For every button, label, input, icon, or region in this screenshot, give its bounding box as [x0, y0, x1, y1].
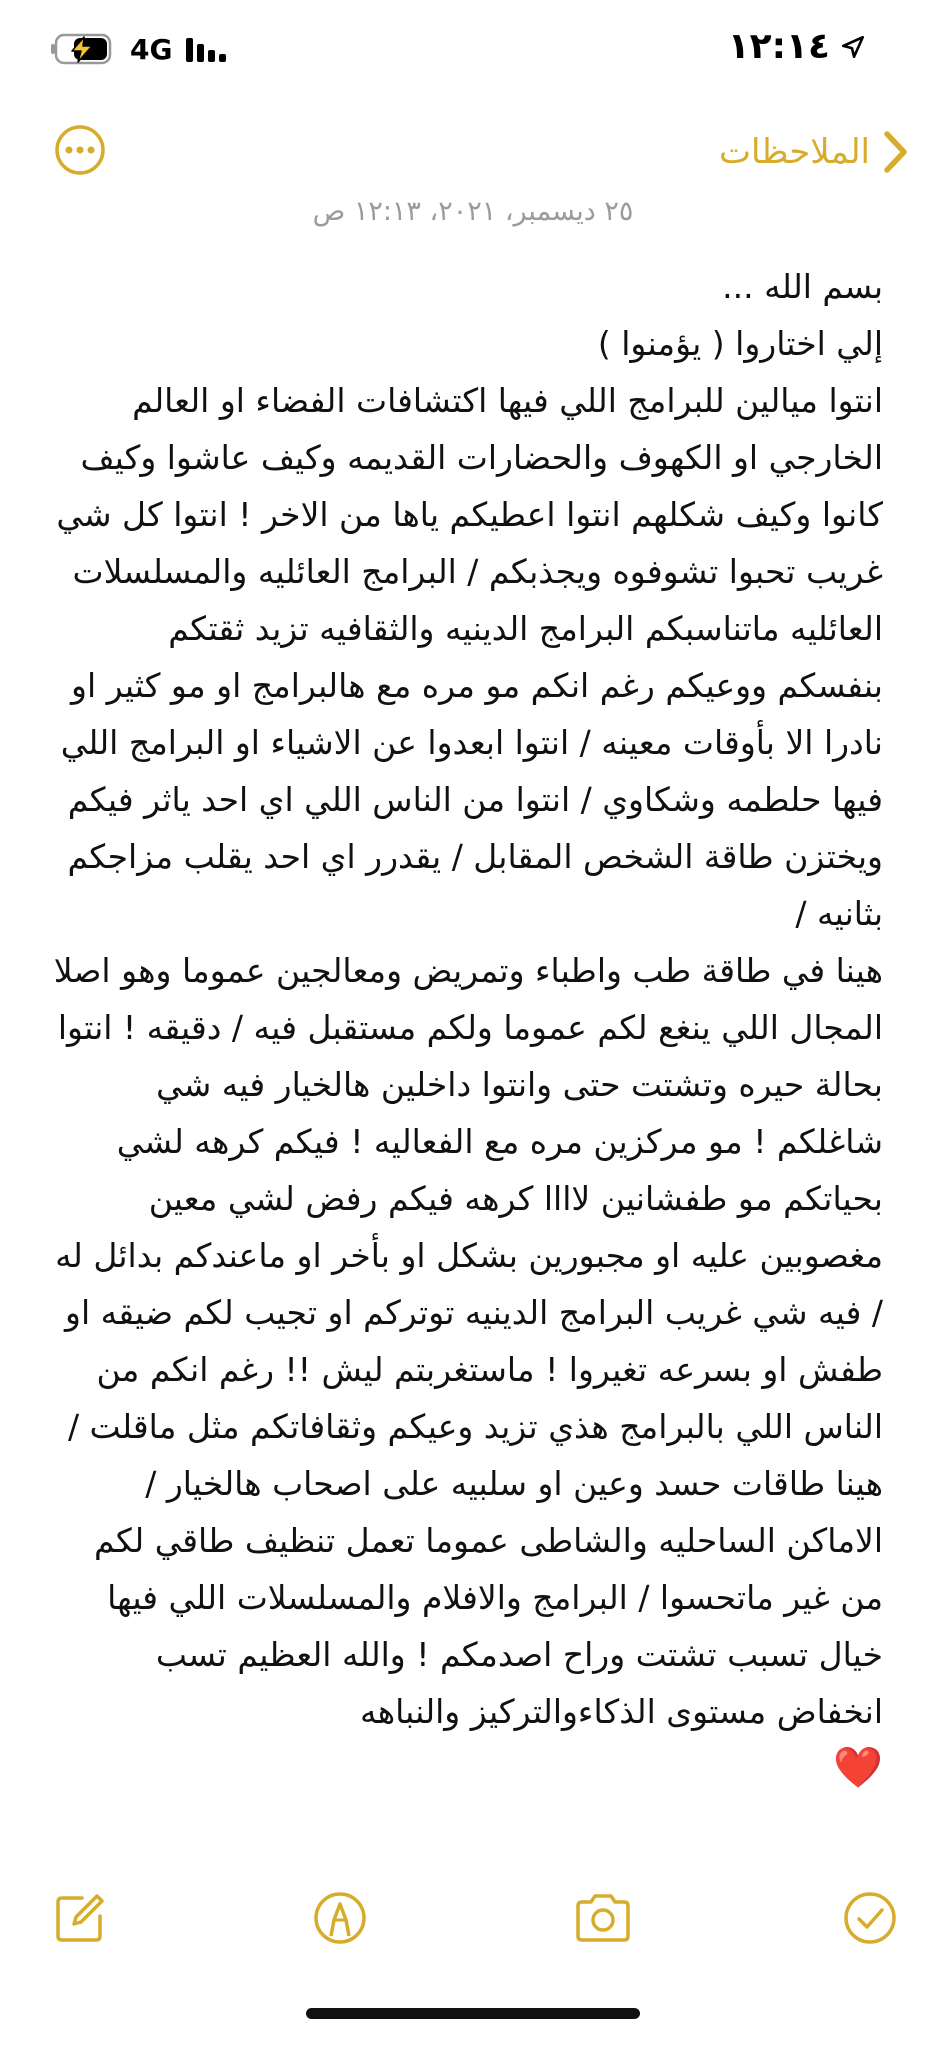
camera-icon	[572, 1890, 634, 1946]
note-line: إلي اختاروا ( يؤمنوا )	[597, 324, 883, 363]
note-date: ٢٥ ديسمبر، ٢٠٢١، ١٢:١٣ ص	[312, 196, 634, 227]
note-line: بسم الله ...	[722, 267, 883, 306]
chevron-right-icon	[882, 129, 910, 175]
note-emoji-line	[53, 1740, 883, 1798]
status-bar	[0, 0, 946, 100]
navigation-bar	[0, 118, 946, 188]
compose-icon	[52, 1890, 108, 1946]
location-arrow-icon	[840, 34, 866, 60]
markup-button[interactable]	[312, 1890, 372, 1950]
ellipsis-circle-icon	[54, 124, 106, 176]
battery-charging-icon	[50, 32, 116, 66]
bottom-toolbar	[0, 1880, 946, 1960]
network-type: 4G	[130, 32, 173, 66]
status-time	[728, 26, 866, 67]
pen-tip-icon	[312, 1890, 368, 1946]
back-label: الملاحظات	[718, 132, 870, 172]
note-paragraph: انتوا ميالين للبرامج اللي فيها اكتشافات الفضاء او العالم الخارجي او الكهوف والحضارات القديمه وكيف عاشوا وكيف كانوا وكيف شكلهم انتوا اعطيكم ياها من الاخر ! انتوا كل شي غريب تحبوا تشوفوه ويجذبكم / البرامج العائليه والمسلسلات العائليه ماتناسبكم البرامج الدينيه والثقافيه تزيد ثقتكم بنفسكم ووعيكم رغم انكم مو مره مع هالبرامج او مو كثير او نادرا الا بأوقات معينه / انتوا ابعدوا عن الاشياء او البرامج اللي فيها حلطمه وشكاوي / انتوا من الناس اللي اي احد ياثر فيكم ويختزن طاقة الشخص المقابل / يقدرر اي احد يقلب مزاجكم بثانيه /	[56, 381, 883, 933]
note-paragraph: هينا في طاقة طب واطباء وتمريض ومعالجين عموما وهو اصلا المجال اللي ينغع لكم عموما ولكم مستقبل فيه / دقيقه ! انتوا بحالة حيره وتشتت حتى وانتوا داخلين هالخيار فيه شي شاغلكم ! مو مركزين مره مع الفعاليه ! فيكم كرهه لشي بحياتكم مو طفشانين لاااا كرهه فيكم رفض لشي معين مغصوبين عليه او مجبورين بشكل او بأخر او ماعندكم بدائل له / فيه شي غريب البرامج الدينيه توتركم او تجيب لكم ضيقه او طفش او بسرعه تغيروا ! ماستغربتم ليش !! رغم انكم من الناس اللي بالبرامج هذي تزيد وعيكم وثقافاتكم مثل ماقلت / هينا طاقات حسد وعين او سلبيه على اصحاب هالخيار / الاماكن الساحليه والشاطى عموما تعمل تنظيف طاقي لكم من غير ماتحسوا / البرامج والافلام والمسلسلات اللي فيها خيال تسبب تشتت وراح اصدمكم ! والله العظيم تسب انخفاض مستوى الذكاءوالتركيز والنباهه	[53, 951, 883, 1731]
back-to-notes-button[interactable]	[719, 124, 910, 180]
home-indicator[interactable]	[306, 2008, 640, 2019]
heart-emoji: ❤️	[833, 1745, 883, 1791]
status-time-label: ١٢:١٤	[727, 26, 830, 67]
signal-bars-icon	[186, 34, 230, 64]
checkmark-circle-icon	[842, 1890, 898, 1946]
checklist-button[interactable]	[842, 1890, 902, 1950]
more-options-button[interactable]	[54, 124, 106, 176]
status-indicators	[50, 32, 230, 66]
compose-button[interactable]	[52, 1890, 112, 1950]
note-body[interactable]	[53, 258, 883, 1798]
camera-button[interactable]	[572, 1890, 632, 1950]
